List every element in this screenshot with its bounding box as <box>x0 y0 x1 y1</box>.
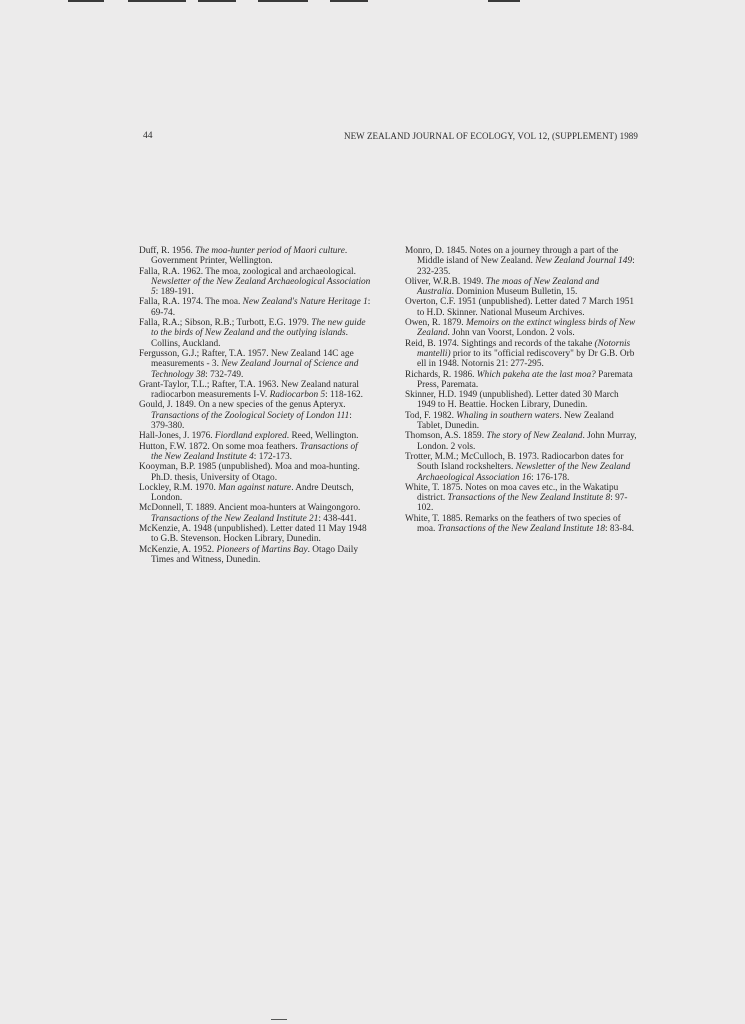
reference-entry: Reid, B. 1974. Sightings and records of the takahe (Notornis mantelli) prior to its "official rediscovery" by Dr G.B. Orb ell in 1948. Notornis 21: 277-295. <box>405 338 635 370</box>
reference-entry: McDonnell, T. 1889. Ancient moa-hunters at Waingongoro. Transactions of the New Zealand Institute 21: 438-441. <box>139 503 361 524</box>
reference-entry: Skinner, H.D. 1949 (unpublished). Letter dated 30 March 1949 to H. Beattie. Hocken Library, Dunedin. <box>405 390 619 411</box>
page-number: 44 <box>143 131 153 141</box>
reference-entry: Owen, R. 1879. Memoirs on the extinct wingless birds of New Zealand. John van Voorst, London. 2 vols. <box>405 318 636 339</box>
reference-entry: Fergusson, G.J.; Rafter, T.A. 1957. New Zealand 14C age measurements - 3. New Zealand Journal of Science and Technology 38: 732-749. <box>139 348 359 380</box>
references-column-left <box>139 246 371 565</box>
reference-entry: McKenzie, A. 1952. Pioneers of Martins Bay. Otago Daily Times and Witness, Dunedin. <box>139 544 358 565</box>
reference-entry: Monro, D. 1845. Notes on a journey through a part of the Middle island of New Zealand. New Zealand Journal 149: 232-235. <box>405 246 635 277</box>
reference-entry: Falla, R.A. 1962. The moa, zoological and archaeological. Newsletter of the New Zealand Archaeological Association 5: 189-191. <box>139 266 371 298</box>
reference-entry: Trotter, M.M.; McCulloch, B. 1973. Radiocarbon dates for South Island rockshelters. Newsletter of the New Zealand Archaeological Association 16: 176-178. <box>405 451 631 483</box>
reference-entry: White, T. 1875. Notes on moa caves etc., in the Wakatipu district. Transactions of the New Zealand Institute 8: 97-102. <box>405 482 628 514</box>
reference-entry: Tod, F. 1982. Whaling in southern waters. New Zealand Tablet, Dunedin. <box>405 410 614 432</box>
scan-edge-marks <box>0 0 745 6</box>
reference-entry: McKenzie, A. 1948 (unpublished). Letter dated 11 May 1948 to G.B. Stevenson. Hocken Library, Dunedin. <box>139 524 367 545</box>
reference-entry: Gould, J. 1849. On a new species of the genus Apteryx. Transactions of the Zoological Society of London 111: 379-380. <box>139 400 352 432</box>
reference-entry: Hutton, F.W. 1872. On some moa feathers. Transactions of the New Zealand Institute 4: 172-173. <box>139 441 358 462</box>
reference-entry: Kooyman, B.P. 1985 (unpublished). Moa and moa-hunting. Ph.D. thesis, University of Otago. <box>139 462 360 483</box>
reference-entry: Falla, R.A. 1974. The moa. New Zealand's Nature Heritage 1: 69-74. <box>139 297 371 318</box>
scan-bottom-mark <box>271 1019 287 1020</box>
references-column-right <box>405 246 637 534</box>
reference-entry: White, T. 1885. Remarks on the feathers of two species of moa. Transactions of the New Zealand Institute 18: 83-84. <box>405 513 634 535</box>
reference-entry: Overton, C.F. 1951 (unpublished). Letter dated 7 March 1951 to H.D. Skinner. National Museum Archives. <box>405 297 635 318</box>
reference-entry: Oliver, W.R.B. 1949. The moas of New Zealand and Australia. Dominion Museum Bulletin, 15. <box>405 276 600 298</box>
reference-entry: Richards, R. 1986. Which pakeha ate the last moa? Paremata Press, Paremata. <box>405 369 633 390</box>
reference-entry: Thomson, A.S. 1859. The story of New Zealand. John Murray, London. 2 vols. <box>405 431 637 452</box>
reference-entry: Falla, R.A.; Sibson, R.B.; Turbott, E.G. 1979. The new guide to the birds of New Zealand and the outlying islands. Collins, Auckland. <box>139 318 366 349</box>
reference-entry: Grant-Taylor, T.L.; Rafter, T.A. 1963. New Zealand natural radiocarbon measurements I-V. Radiocarbon 5: 118-162. <box>139 379 363 401</box>
reference-entry: Lockley, R.M. 1970. Man against nature. Andre Deutsch, London. <box>139 482 354 504</box>
reference-entry: Duff, R. 1956. The moa-hunter period of Maori culture. Government Printer, Wellington. <box>139 246 348 267</box>
running-header: NEW ZEALAND JOURNAL OF ECOLOGY, VOL 12, (SUPPLEMENT) 1989 <box>343 131 638 141</box>
reference-entry: Hall-Jones, J. 1976. Fiordland explored. Reed, Wellington. <box>139 431 359 442</box>
